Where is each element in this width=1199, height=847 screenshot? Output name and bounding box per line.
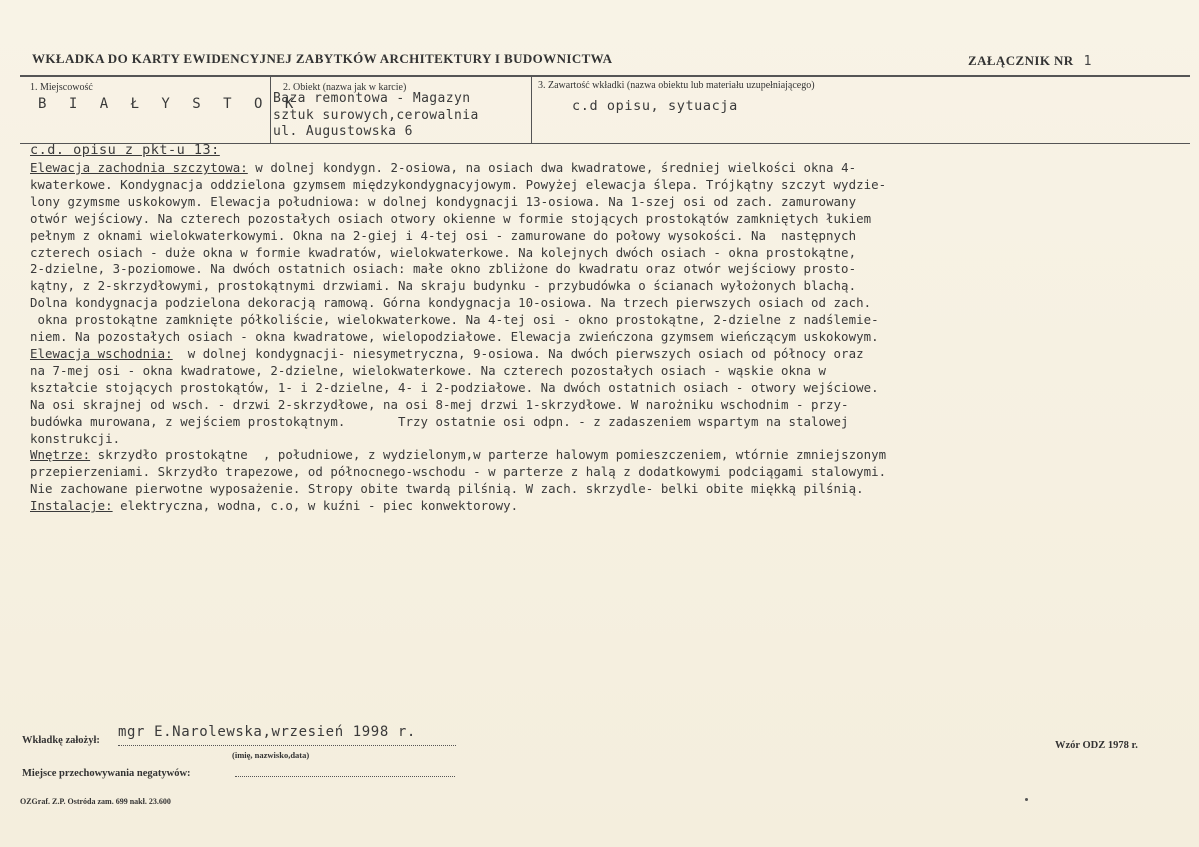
locality-label: 1. Miejscowość — [30, 82, 93, 93]
description-line: Nie zachowane pierwotne wyposażenie. Stropy obite twardą pilśnią. W zach. skrzydle- belki obite miękką pilśnią. — [30, 481, 864, 497]
signature-caption: (imię, nazwisko,data) — [232, 750, 310, 760]
storage-label: Miejsce przechowywania negatywów: — [22, 768, 191, 779]
description-line: Wnętrze: skrzydło prostokątne , południowe, z wydzielonym,w parterze halowym pomieszczeniem, wtórnie zmniejszonym — [30, 447, 887, 463]
description-line: niem. Na pozostałych osiach - okna kwadratowe, wielopodziałowe. Elewacja zwieńczona gzymsem wieńczącym uskokowym. — [30, 329, 879, 345]
section-heading: Elewacja zachodnia szczytowa: — [30, 160, 248, 175]
object-label: 2. Obiekt (nazwa jak w karcie) — [283, 82, 407, 93]
object-line-2: sztuk surowych,cerowalnia — [273, 108, 479, 123]
field-divider-2 — [531, 77, 532, 143]
description-line: otwór wejściowy. Na czterech pozostałych osiach otwory okienne w formie stojących prostokątów zamkniętych łukiem — [30, 210, 872, 226]
founded-value: mgr E.Narolewska,wrzesień 1998 r. — [118, 724, 416, 740]
form-model: Wzór ODZ 1978 r. — [1055, 740, 1138, 751]
description-line: budówka murowana, z wejściem prostokątnym. Trzy ostatnie osi odpn. - z zadaszeniem wspartym na stalowej — [30, 413, 849, 429]
description-text — [30, 160, 1199, 515]
contents-label: 3. Zawartość wkładki (nazwa obiektu lub materiału uzupełniającego) — [538, 80, 815, 91]
description-line: 2-dzielne, 3-poziomowe. Na dwóch ostatnich osiach: małe okno zbliżone do kwadratu oraz otwór wejściowy prosto- — [30, 261, 857, 277]
description-line: na 7-mej osi - okna kwadratowe, 2-dzielne, wielokwaterkowe. Na czterech pozostałych osiach - wąskie okna w — [30, 362, 827, 378]
signature-line — [118, 745, 456, 746]
description-line: Dolna kondygnacja podzielona dekoracją ramową. Górna kondygnacja 10-osiowa. Na trzech pierwszych osiach od zach. — [30, 295, 872, 311]
object-line-1: Baza remontowa - Magazyn — [273, 91, 471, 106]
locality-value: B I A Ł Y S T O K — [38, 96, 301, 112]
description-line: Instalacje: elektryczna, wodna, c.o, w kuźni - piec konwektorowy. — [30, 498, 519, 514]
description-line: kątny, z 2-skrzydłowymi, prostokątnymi drzwiami. Na skraju budynku - przybudówka o ścianach wyłożonych blachą. — [30, 278, 857, 294]
annex-label: ZAŁĄCZNIK NR — [968, 53, 1074, 68]
description-line: pełnym z oknami wielokwaterkowymi. Okna na 2-giej i 4-tej osi - zamurowane do połowy wysokości. Na następnych — [30, 227, 857, 243]
description-line: kwaterkowe. Kondygnacja oddzielona gzymsem międzykondygnacyjowym. Powyżej elewacja ślepa. Trójkątny szczyt wydzie- — [30, 176, 887, 192]
description-line: okna prostokątne zamknięte półkoliście, wielokwaterkowe. Na 4-tej osi - okno prostokątne, 2-dzielne z nadślemie- — [30, 312, 879, 328]
description-line: kształcie stojących prostokątów, 1- i 2-dzielne, 4- i 2-podziałowe. Na dwóch ostatnich osiach - otwory wejściowe. — [30, 379, 879, 395]
description-line: Na osi skrajnej od wsch. - drzwi 2-skrzydłowe, na osi 8-mej drzwi 1-skrzydłowe. W narożniku wschodnim - przy- — [30, 396, 849, 412]
description-line: konstrukcji. — [30, 430, 121, 446]
contents-value: c.d opisu, sytuacja — [572, 98, 738, 114]
storage-line — [235, 776, 455, 777]
annex-value: 1 — [1083, 54, 1092, 69]
description-line: przepierzeniami. Skrzydło trapezowe, od północnego-wschodu - w parterze z halą z dodatkowymi podciągami stalowymi. — [30, 464, 887, 480]
description-heading: c.d. opisu z pkt-u 13: — [30, 142, 220, 158]
header-rule — [20, 75, 1190, 77]
print-info: OZGraf. Z.P. Ostróda zam. 699 nakł. 23.600 — [20, 797, 171, 806]
section-heading: Elewacja wschodnia: — [30, 345, 173, 361]
form-title: WKŁADKA DO KARTY EWIDENCYJNEJ ZABYTKÓW ARCHITEKTURY I BUDOWNICTWA — [32, 51, 613, 66]
section-heading: Instalacje: — [30, 498, 113, 514]
founded-label: Wkładkę założył: — [22, 735, 100, 746]
mark-dot — [1025, 798, 1028, 801]
description-line: Elewacja zachodnia szczytowa: w dolnej kondygn. 2-osiowa, na osiach dwa kwadratowe, średniej wielkości okna 4- — [30, 160, 857, 175]
annex-number — [968, 53, 1092, 69]
description-line: lony gzymsme uskokowym. Elewacja południowa: w dolnej kondygnacji 13-osiowa. Na 1-szej osi od zach. zamurowany — [30, 193, 857, 209]
section-heading: Wnętrze: — [30, 447, 91, 463]
object-line-3: ul. Augustowska 6 — [273, 124, 413, 139]
description-line: Elewacja wschodnia: w dolnej kondygnacji- niesymetryczna, 9-osiowa. Na dwóch pierwszych osiach od północy oraz — [30, 345, 864, 361]
description-line: czterech osiach - duże okna w formie kwadratów, wielokwaterkowe. Na kolejnych dwóch osiach - okna prostokątne, — [30, 244, 857, 260]
